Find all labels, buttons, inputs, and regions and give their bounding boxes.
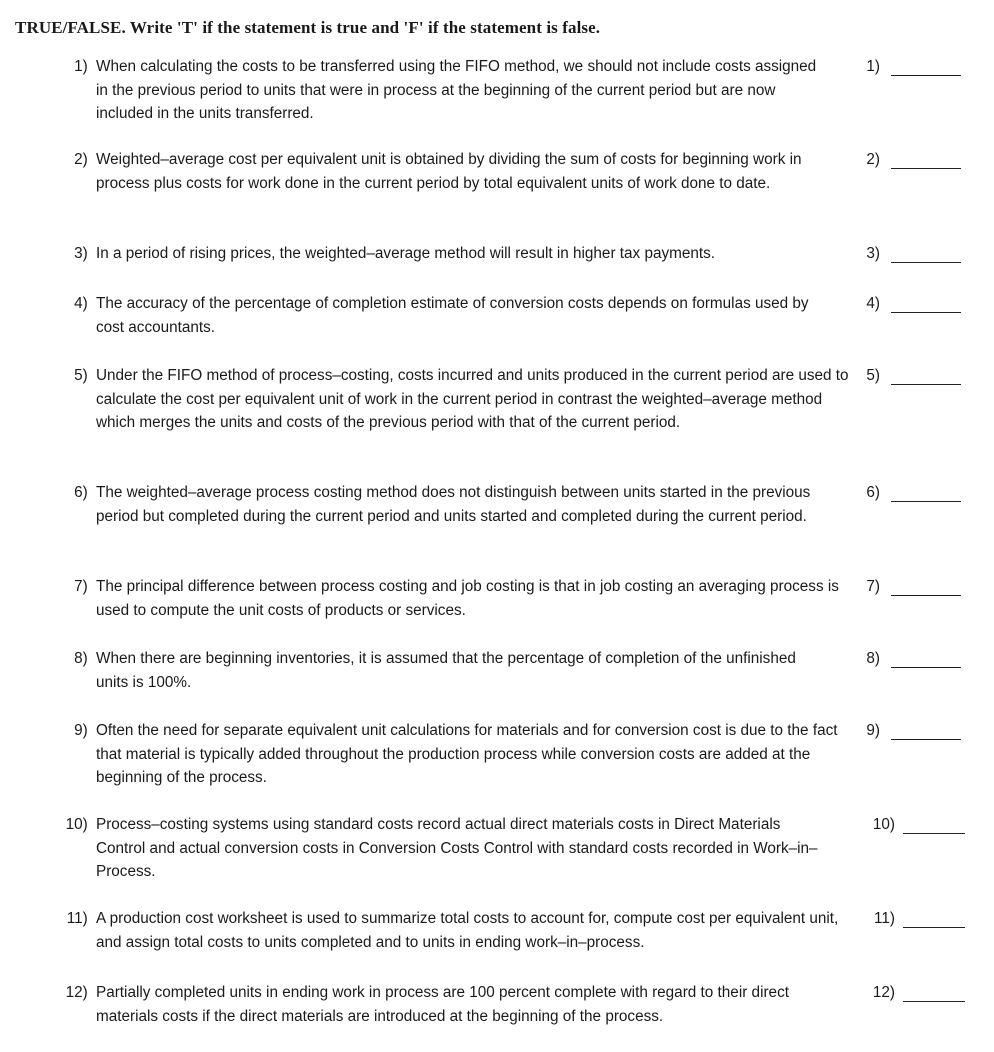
answer-blank[interactable]	[903, 927, 965, 928]
question-number: 7)	[74, 578, 92, 595]
answer-label: 10)	[872, 816, 895, 833]
question-number: 5)	[74, 367, 92, 384]
question-number: 10)	[65, 816, 92, 833]
question-number: 9)	[74, 722, 92, 739]
answer-blank[interactable]	[891, 75, 961, 76]
answer-label: 11)	[874, 910, 895, 927]
answer-label: 5)	[866, 367, 880, 384]
question-text: Often the need for separate equivalent unit calculations for materials and for conversion cost is due to the fact that material is typically added throughout the production process while conversion costs are added at the beginning of the process.	[96, 722, 838, 786]
answer-blank[interactable]	[903, 1001, 965, 1002]
answer-blank[interactable]	[891, 501, 961, 502]
question-number: 12)	[65, 984, 92, 1001]
answer-label: 1)	[866, 58, 880, 75]
question-text: The weighted–average process costing method does not distinguish between units started in the previous period but completed during the current period and units started and completed during the current period.	[96, 484, 811, 525]
answer-label: 3)	[866, 245, 880, 262]
question-number: 2)	[74, 151, 92, 168]
answer-blank[interactable]	[891, 168, 961, 169]
question-number: 6)	[74, 484, 92, 501]
question-text: When there are beginning inventories, it is assumed that the percentage of completion of the unfinished units is 100%.	[96, 650, 796, 691]
answer-label: 6)	[866, 484, 880, 501]
question-number: 4)	[74, 295, 92, 312]
question-text: Weighted–average cost per equivalent unit is obtained by dividing the sum of costs for beginning work in process plus costs for work done in the current period by total equivalent units of work done to date.	[96, 151, 802, 192]
answer-label: 2)	[866, 151, 880, 168]
section-heading: TRUE/FALSE. Write 'T' if the statement is true and 'F' if the statement is false.	[15, 18, 601, 37]
answer-blank[interactable]	[891, 739, 961, 740]
question-text: Under the FIFO method of process–costing, costs incurred and units produced in the current period are used to calculate the cost per equivalent unit of work in the current period in contrast the weighted–average method which merges the units and costs of the previous period with that of the current period.	[96, 367, 849, 431]
question-number: 3)	[74, 245, 92, 262]
answer-label: 7)	[866, 578, 880, 595]
question-number: 11)	[66, 910, 92, 927]
question-text: The accuracy of the percentage of completion estimate of conversion costs depends on formulas used by cost accountants.	[96, 295, 809, 336]
answer-label: 12)	[872, 984, 895, 1001]
answer-label: 8)	[866, 650, 880, 667]
answer-blank[interactable]	[891, 595, 961, 596]
question-text: When calculating the costs to be transferred using the FIFO method, we should not include costs assigned in the previous period to units that were in process at the beginning of the current period but are now included in the units transferred.	[96, 58, 817, 122]
question-text: In a period of rising prices, the weighted–average method will result in higher tax payments.	[96, 245, 716, 262]
question-text: Process–costing systems using standard costs record actual direct materials costs in Direct Materials Control and actual conversion costs in Conversion Costs Control with standard costs recorded in Work–in–Process.	[96, 816, 818, 880]
question-number: 8)	[74, 650, 92, 667]
question-text: The principal difference between process costing and job costing is that in job costing an averaging process is used to compute the unit costs of products or services.	[96, 578, 839, 619]
answer-label: 4)	[866, 295, 880, 312]
answer-blank[interactable]	[903, 833, 965, 834]
answer-blank[interactable]	[891, 384, 961, 385]
answer-blank[interactable]	[891, 312, 961, 313]
answer-blank[interactable]	[891, 667, 961, 668]
answer-blank[interactable]	[891, 262, 961, 263]
question-number: 1)	[74, 58, 92, 75]
answer-label: 9)	[866, 722, 880, 739]
question-text: A production cost worksheet is used to summarize total costs to account for, compute cost per equivalent unit, and assign total costs to units completed and to units in ending work–in–process.	[96, 910, 839, 951]
question-text: Partially completed units in ending work in process are 100 percent complete with regard to their direct materials costs if the direct materials are introduced at the beginning of the process.	[96, 984, 789, 1025]
